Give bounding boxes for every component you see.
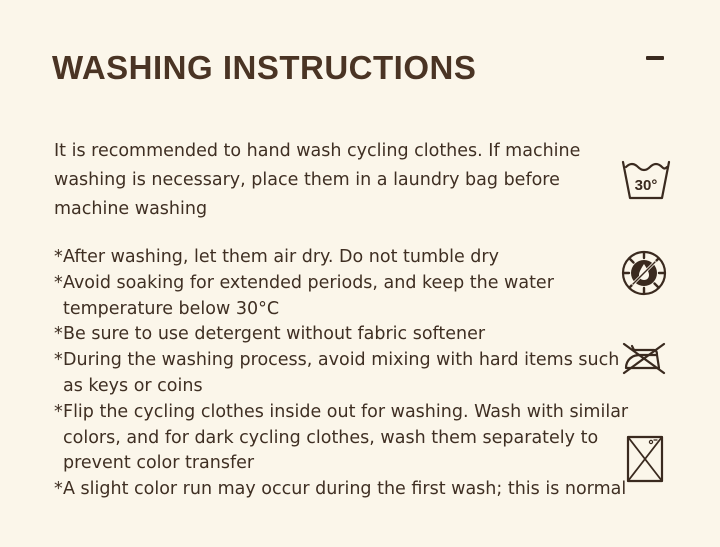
list-item xyxy=(54,271,629,323)
wash-temp-label: 30° xyxy=(634,177,658,194)
bullet: * xyxy=(54,479,63,500)
instruction-list xyxy=(54,245,629,503)
list-item xyxy=(54,245,629,271)
wash-30-icon xyxy=(620,156,672,202)
bullet: * xyxy=(54,350,63,371)
list-item-text: A slight color run may occur during the first wash; this is normal xyxy=(63,479,627,500)
minus-icon xyxy=(646,56,664,60)
bullet: * xyxy=(54,401,63,422)
list-item-text: During the washing process, avoid mixing with hard items such as keys or coins xyxy=(63,350,620,396)
bullet: * xyxy=(54,272,63,293)
do-not-tumble-dry-icon xyxy=(624,432,666,484)
list-item-text: Be sure to use detergent without fabric softener xyxy=(63,324,486,345)
bullet: * xyxy=(54,324,63,345)
list-item xyxy=(54,322,629,348)
list-item-text: After washing, let them air dry. Do not tumble dry xyxy=(63,247,499,267)
bullet: * xyxy=(54,247,63,267)
list-item xyxy=(54,400,629,477)
list-item xyxy=(54,477,629,503)
list-item-text: Avoid soaking for extended periods, and keep the water temperature below 30°C xyxy=(63,272,554,319)
list-item-text: Flip the cycling clothes inside out for washing. Wash with similar colors, and for dark cycling clothes, wash them separately to prevent color transfer xyxy=(63,401,629,474)
collapse-toggle-button[interactable] xyxy=(644,52,666,64)
intro-text: It is recommended to hand wash cycling clothes. If machine washing is necessary, place them in a laundry bag before machine washing xyxy=(54,141,581,219)
page-title: WASHING INSTRUCTIONS xyxy=(52,49,477,86)
list-item xyxy=(54,348,629,400)
no-soak-icon xyxy=(620,249,668,297)
do-not-iron-icon xyxy=(620,340,668,376)
